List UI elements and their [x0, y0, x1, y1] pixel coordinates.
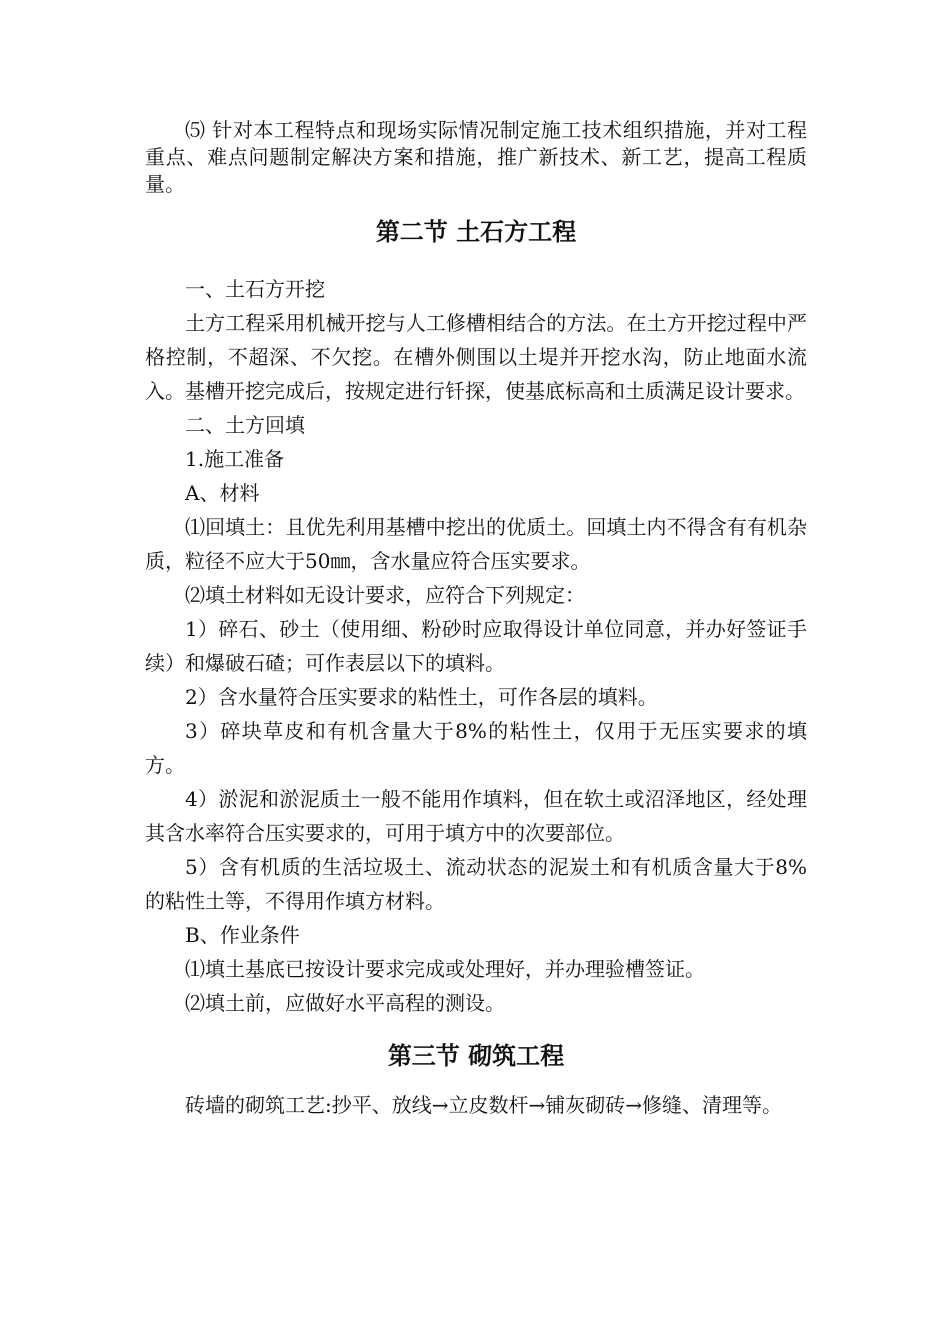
list-item-3: 3）碎块草皮和有机含量大于8%的粘性土，仅用于无压实要求的填方。 [145, 719, 807, 777]
list-item-5: 5）含有机质的生活垃圾土、流动状态的泥炭土和有机质含量大于8%的粘性土等，不得用作填方材料。 [145, 855, 807, 913]
paragraph-masonry: 砖墙的砌筑工艺:抄平、放线→立皮数杆→铺灰砌砖→修缝、清理等。 [185, 1093, 783, 1117]
heading-work-conditions: B、作业条件 [185, 923, 300, 947]
heading-materials: A、材料 [185, 481, 260, 505]
paragraph-backfill-soil: ⑴回填土：且优先利用基槽中挖出的优质土。回填土内不得含有有机杂质，粒径不应大于50㎜，含水量应符合压实要求。 [145, 515, 807, 573]
paragraph-condition-2: ⑵填土前，应做好水平高程的测设。 [185, 991, 505, 1015]
intro-paragraph: ⑸ 针对本工程特点和现场实际情况制定施工技术组织措施，并对工程重点、难点问题制定解决方案和措施，推广新技术、新工艺，提高工程质量。 [145, 118, 807, 196]
paragraph-excavation: 土方工程采用机械开挖与人工修槽相结合的方法。在土方开挖过程中严格控制，不超深、不欠挖。在槽外侧围以土堤并开挖水沟，防止地面水流入。基槽开挖完成后，按规定进行钎探，使基底标高和土质满足设计要求。 [145, 311, 807, 403]
heading-backfill: 二、土方回填 [185, 413, 305, 437]
paragraph-condition-1: ⑴填土基底已按设计要求完成或处理好，并办理验槽签证。 [185, 957, 705, 981]
list-item-2: 2）含水量符合压实要求的粘性土，可作各层的填料。 [185, 685, 658, 709]
heading-preparation: 1.施工准备 [185, 447, 285, 471]
paragraph-fill-rules: ⑵填土材料如无设计要求，应符合下列规定： [185, 583, 585, 607]
section-3-title: 第三节 砌筑工程 [387, 1042, 565, 1070]
document-body [145, 117, 807, 1122]
heading-excavation: 一、土石方开挖 [185, 277, 325, 301]
section-2-title: 第二节 土石方工程 [375, 218, 577, 246]
list-item-4: 4）淤泥和淤泥质土一般不能用作填料，但在软土或沼泽地区，经处理其含水率符合压实要求的，可用于填方中的次要部位。 [145, 787, 807, 845]
list-item-1: 1）碎石、砂土（使用细、粉砂时应取得设计单位同意，并办好签证手续）和爆破石碴；可作表层以下的填料。 [145, 617, 807, 675]
